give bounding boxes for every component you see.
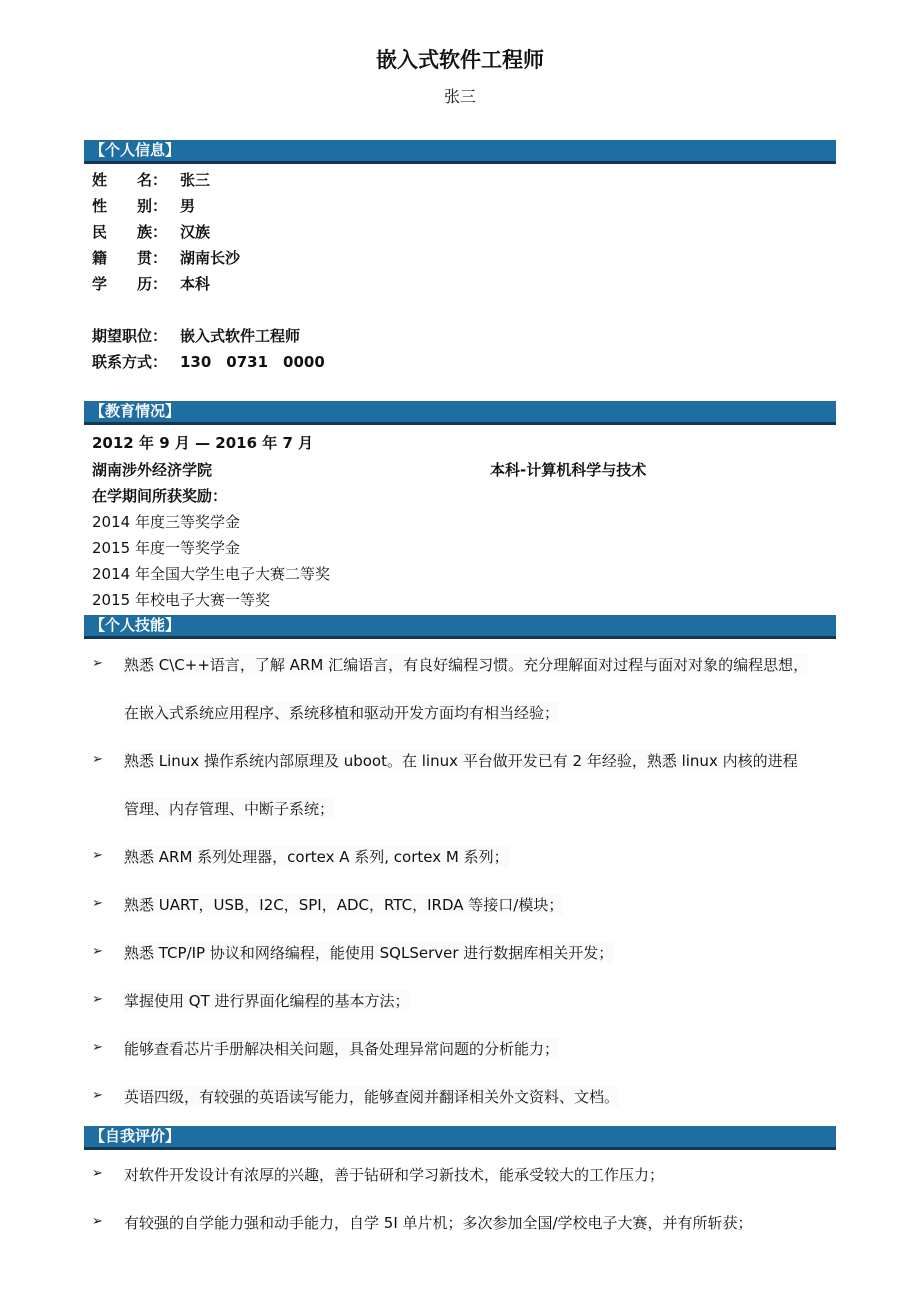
education-period: 2012 年 9 月 — 2016 年 7 月 — [92, 434, 314, 452]
job-value: 嵌入式软件工程师 — [180, 327, 301, 345]
bullet-arrow-icon: ➢ — [92, 656, 103, 671]
skill-item-continued: 管理、内存管理、中断子系统； — [124, 800, 335, 818]
awards-title: 在学期间所获奖励： — [92, 487, 228, 505]
field-label: 学 历： — [92, 275, 168, 293]
bullet-arrow-icon: ➢ — [92, 848, 103, 863]
self-eval-item: 有较强的自学能力强和动手能力，自学 5I 单片机；多次参加全国/学校电子大赛，并有所斩获； — [124, 1214, 753, 1232]
contact-label: 联系方式： — [92, 353, 168, 371]
contact-row — [92, 351, 325, 372]
self-eval-item: 对软件开发设计有浓厚的兴趣，善于钻研和学习新技术，能承受较大的工作压力； — [124, 1166, 665, 1184]
resume-title: 嵌入式软件工程师 — [376, 48, 544, 72]
field-value: 湖南长沙 — [180, 249, 241, 267]
contact-value: 130 0731 0000 — [180, 353, 325, 371]
skill-item: 熟悉 TCP/IP 协议和网络编程，能使用 SQLServer 进行数据库相关开发； — [124, 944, 614, 962]
section-header-skills: 【个人技能】 — [84, 615, 836, 639]
field-label: 籍 贯： — [92, 249, 168, 267]
bullet-arrow-icon: ➢ — [92, 896, 103, 911]
bullet-arrow-icon: ➢ — [92, 1166, 103, 1181]
skill-item-continued: 在嵌入式系统应用程序、系统移植和驱动开发方面均有相当经验； — [124, 704, 560, 722]
skill-item: 掌握使用 QT 进行界面化编程的基本方法； — [124, 992, 410, 1010]
candidate-name: 张三 — [443, 87, 476, 106]
section-header-personal: 【个人信息】 — [84, 140, 836, 164]
job-label: 期望职位： — [92, 327, 168, 345]
skill-item: 熟悉 ARM 系列处理器，cortex A 系列, cortex M 系列； — [124, 848, 509, 866]
education-school: 湖南涉外经济学院 — [92, 461, 213, 479]
bullet-arrow-icon: ➢ — [92, 1214, 103, 1229]
skill-item: 熟悉 UART，USB，I2C，SPI，ADC，RTC，IRDA 等接口/模块； — [124, 896, 564, 914]
personal-row — [92, 221, 210, 242]
personal-row — [92, 169, 210, 190]
skill-item: 熟悉 Linux 操作系统内部原理及 uboot。在 linux 平台做开发已有 2 年经验，熟悉 linux 内核的进程 — [124, 752, 798, 770]
bullet-arrow-icon: ➢ — [92, 944, 103, 959]
job-row — [92, 325, 300, 346]
bullet-arrow-icon: ➢ — [92, 752, 103, 767]
field-value: 本科 — [180, 275, 211, 293]
skill-item: 英语四级，有较强的英语读写能力，能够查阅并翻译相关外文资料、文档。 — [124, 1088, 620, 1106]
skill-item: 能够查看芯片手册解决相关问题，具备处理异常问题的分析能力； — [124, 1040, 560, 1058]
field-value: 汉族 — [180, 223, 211, 241]
field-value: 张三 — [180, 171, 211, 189]
personal-row — [92, 247, 240, 268]
field-label: 姓 名： — [92, 171, 168, 189]
award-item: 2015 年度一等奖学金 — [92, 539, 240, 557]
award-item: 2015 年校电子大赛一等奖 — [92, 591, 270, 609]
field-label: 性 别： — [92, 197, 168, 215]
section-header-education: 【教育情况】 — [84, 401, 836, 425]
section-header-self-eval: 【自我评价】 — [84, 1126, 836, 1150]
bullet-arrow-icon: ➢ — [92, 1040, 103, 1055]
education-degree: 本科-计算机科学与技术 — [490, 461, 647, 479]
award-item: 2014 年度三等奖学金 — [92, 513, 240, 531]
personal-row — [92, 195, 195, 216]
field-value: 男 — [180, 197, 196, 215]
field-label: 民 族： — [92, 223, 168, 241]
award-item: 2014 年全国大学生电子大赛二等奖 — [92, 565, 330, 583]
skill-item: 熟悉 C\C++语言，了解 ARM 汇编语言，有良好编程习惯。充分理解面对过程与面对对象的编程思想， — [124, 656, 809, 674]
bullet-arrow-icon: ➢ — [92, 992, 103, 1007]
bullet-arrow-icon: ➢ — [92, 1088, 103, 1103]
personal-row — [92, 273, 210, 294]
